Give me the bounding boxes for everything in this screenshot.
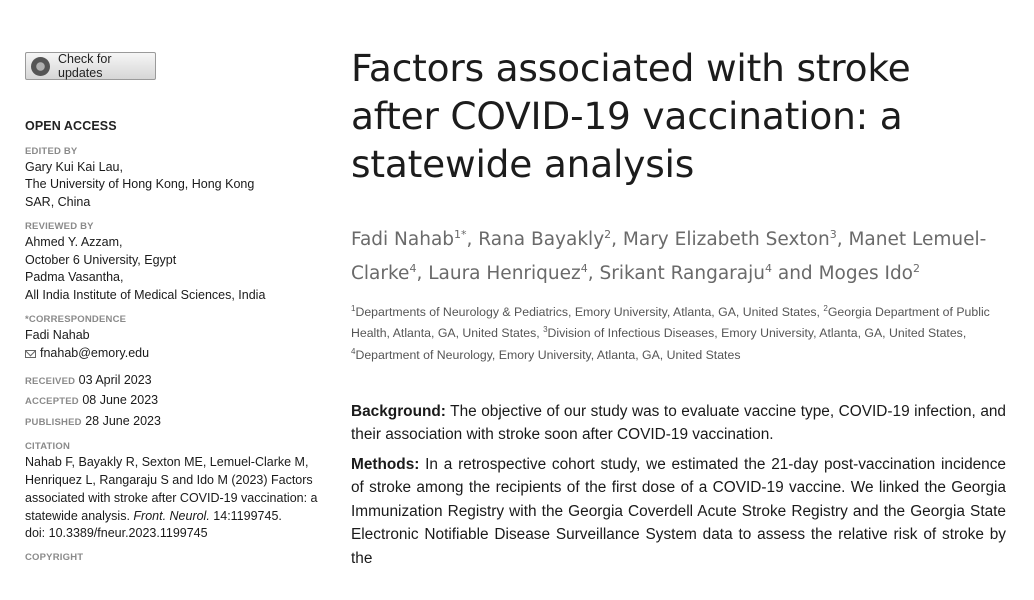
citation-doi[interactable]: doi: 10.3389/fneur.2023.1199745: [25, 526, 208, 541]
edited-by-section: [25, 145, 330, 212]
reviewer-affiliation: October 6 University, Egypt: [25, 252, 177, 267]
author-name[interactable]: Mary Elizabeth Sexton: [622, 229, 830, 251]
article-main: [351, 44, 1006, 576]
background-heading: Background:: [351, 402, 446, 420]
citation-body: Nahab F, Bayakly R, Sexton ME, Lemuel-Clarke M, Henriquez L, Rangaraju S and Ido M (2023) Factors associated with stroke after COVID-19 vaccination: a statewide analysis.: [25, 455, 318, 523]
author-separator: ,: [836, 229, 849, 251]
citation-section: [25, 440, 330, 543]
author-separator: and: [771, 263, 819, 285]
affiliation-text: Division of Infectious Diseases, Emory University, Atlanta, GA, United States,: [547, 326, 967, 341]
editor-affiliation-cont: SAR, China: [25, 195, 91, 210]
affiliation-marker: 2: [823, 304, 828, 314]
reviewer-name: Padma Vasantha,: [25, 270, 124, 285]
author-separator: ,: [466, 229, 479, 251]
check-for-updates-button[interactable]: [25, 52, 156, 80]
author-affiliation-marker: 4: [580, 262, 588, 276]
author-name[interactable]: Rana Bayakly: [478, 229, 605, 251]
abstract-background: [351, 400, 1006, 447]
correspondence-section: [25, 313, 330, 363]
author-name[interactable]: Fadi Nahab: [351, 229, 455, 251]
reviewed-by-label: REVIEWED BY: [25, 220, 94, 232]
author-affiliation-marker: 2: [913, 262, 921, 276]
article-title: Factors associated with stroke after COVID-19 vaccination: a statewide analysis: [351, 46, 911, 186]
accepted-label: ACCEPTED: [25, 396, 79, 408]
affiliation-marker: 4: [351, 346, 356, 356]
author-name[interactable]: Manet Lemuel-Clarke: [351, 229, 987, 285]
reviewed-by-section: [25, 220, 330, 305]
author-name[interactable]: Laura Henriquez: [428, 263, 581, 285]
methods-text: In a retrospective cohort study, we estimated the 21-day post-vaccination incidence of stroke among the recipients of the first dose of a COVID-19 vaccine. We linked the Georgia Immunization Registry with the Georgia Coverdell Acute Stroke Registry and the Georgia State Electronic Notifiable Disease Surveillance System data to assess the relative risk of stroke by the: [351, 455, 1006, 567]
author-separator: ,: [611, 229, 623, 251]
affiliation-text: Georgia Department of Public Health, Atlanta, GA, United States,: [351, 305, 990, 341]
accepted-date-row: [25, 391, 330, 412]
article-sidebar: [25, 52, 330, 565]
citation-text: [25, 454, 330, 525]
dates-section: [25, 371, 330, 433]
received-label: RECEIVED: [25, 375, 76, 387]
check-for-updates-label: Check for updates: [58, 52, 112, 80]
open-access-label: OPEN ACCESS: [25, 118, 117, 133]
editor-affiliation: The University of Hong Kong, Hong Kong: [25, 177, 255, 192]
affiliation-text: Department of Neurology, Emory University, Atlanta, GA, United States: [355, 347, 741, 362]
methods-heading: Methods:: [351, 455, 420, 473]
author-separator: ,: [416, 263, 429, 285]
correspondence-email-link[interactable]: fnahab@emory.edu: [40, 345, 150, 360]
envelope-icon: [25, 350, 36, 358]
received-date: 03 April 2023: [78, 372, 152, 387]
abstract: [351, 400, 1006, 571]
citation-volume: 14:1199745.: [209, 508, 282, 523]
citation-label: CITATION: [25, 441, 71, 453]
author-name[interactable]: Srikant Rangaraju: [599, 263, 765, 285]
correspondence-email-row: [25, 345, 330, 363]
author-name[interactable]: Moges Ido: [818, 263, 914, 285]
background-text: The objective of our study was to evaluate vaccine type, COVID-19 infection, and their association with stroke soon after COVID-19 vaccination.: [351, 402, 1006, 444]
correspondence-name: Fadi Nahab: [25, 328, 90, 343]
affiliations: [351, 300, 1006, 363]
author-separator: ,: [587, 263, 600, 285]
copyright-label: COPYRIGHT: [25, 552, 84, 564]
correspondence-label: *CORRESPONDENCE: [25, 314, 127, 326]
published-date-row: [25, 412, 330, 433]
received-date-row: [25, 371, 330, 392]
reviewer-name: Ahmed Y. Azzam,: [25, 234, 123, 249]
author-affiliation-marker: 4: [409, 262, 417, 276]
author-affiliation-marker: 4: [764, 262, 772, 276]
affiliation-text: Departments of Neurology & Pediatrics, Emory University, Atlanta, GA, United States,: [355, 305, 824, 320]
copyright-section: [25, 551, 330, 565]
accepted-date: 08 June 2023: [82, 393, 159, 408]
abstract-methods: [351, 453, 1006, 571]
editor-name: Gary Kui Kai Lau,: [25, 159, 123, 174]
author-affiliation-marker: 2: [604, 228, 612, 241]
author-affiliation-marker: 3: [829, 228, 837, 241]
reviewer-affiliation: All India Institute of Medical Sciences, India: [25, 288, 266, 303]
citation-journal: Front. Neurol.: [133, 508, 210, 523]
edited-by-label: EDITED BY: [25, 145, 78, 157]
crossmark-icon: [31, 57, 50, 76]
author-affiliation-marker: 1*: [454, 228, 467, 241]
published-date: 28 June 2023: [85, 413, 161, 428]
author-list: [351, 220, 1006, 288]
affiliation-marker: 3: [543, 325, 548, 335]
affiliation-marker: 1: [351, 304, 356, 314]
published-label: PUBLISHED: [25, 416, 82, 428]
